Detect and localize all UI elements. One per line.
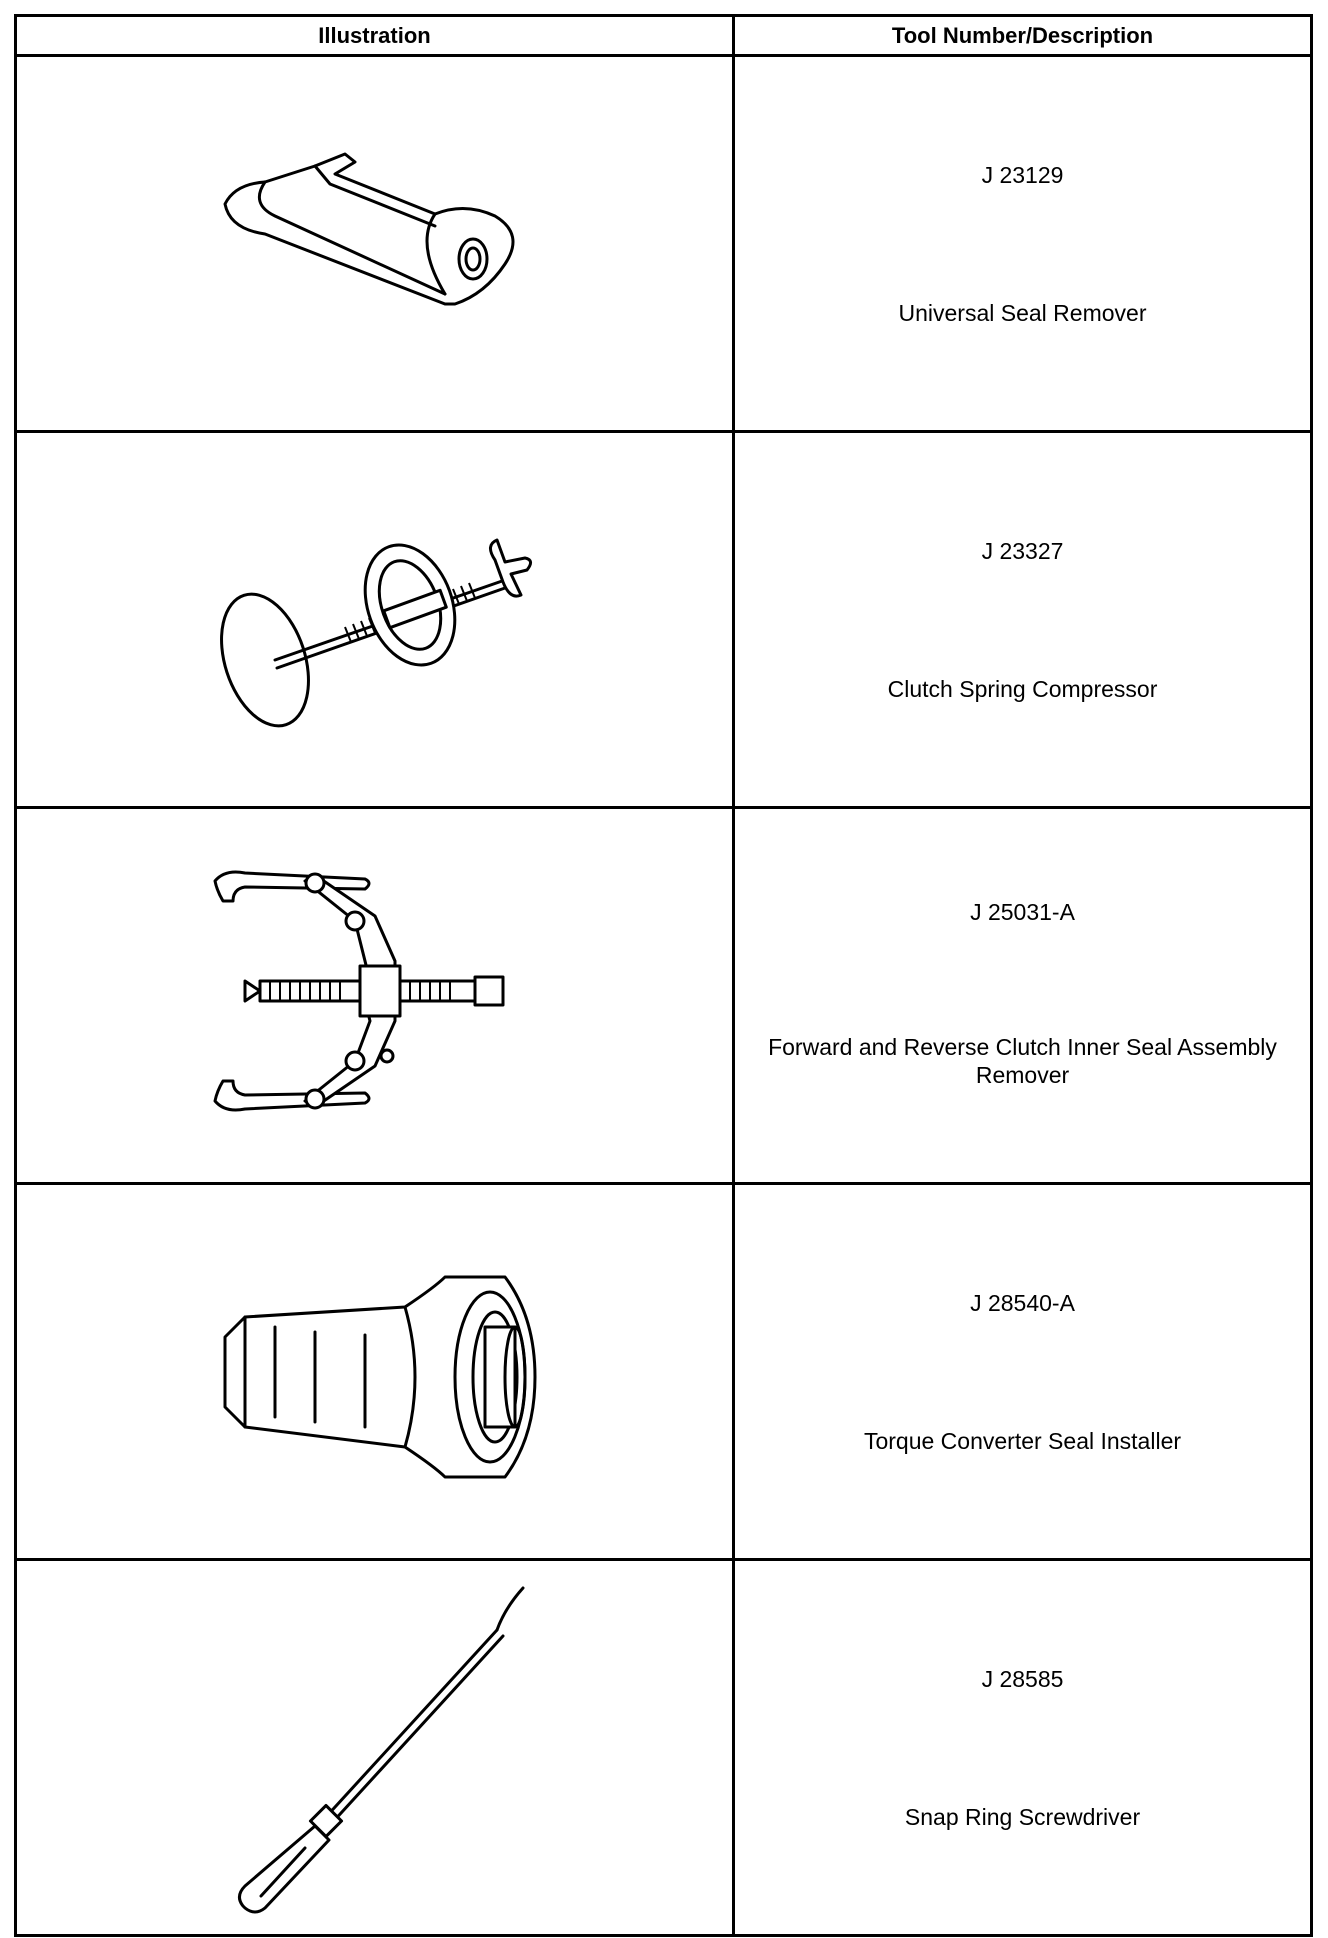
tool-number: J 23327: [981, 538, 1064, 564]
illustration-cell: [16, 808, 734, 1184]
table-row: [16, 432, 1312, 808]
table-row: [16, 1560, 1312, 1936]
tool-number: J 23129: [981, 162, 1064, 188]
table-row: [16, 1184, 1312, 1560]
tool-number: J 25031-A: [970, 899, 1075, 925]
tool-table: [14, 14, 1313, 1937]
tool-number: J 28540-A: [970, 1290, 1075, 1316]
seal-remover-illustration: [205, 144, 545, 344]
table-row: [16, 56, 1312, 432]
header-illustration: Illustration: [16, 16, 734, 56]
tool-number: J 28585: [981, 1666, 1064, 1692]
tool-info-cell: [734, 1560, 1312, 1936]
illustration-cell: [16, 56, 734, 432]
header-row: [16, 16, 1312, 56]
illustration-cell: [16, 432, 734, 808]
clutch-spring-compressor-illustration: [205, 500, 545, 740]
table-row: [16, 808, 1312, 1184]
screwdriver-illustration: [205, 1578, 545, 1918]
illustration-cell: [16, 1560, 734, 1936]
tool-info-cell: [734, 808, 1312, 1184]
tool-info-cell: [734, 432, 1312, 808]
tool-description: Universal Seal Remover: [898, 300, 1147, 326]
header-tool-number-description: Tool Number/Description: [734, 16, 1312, 56]
seal-installer-illustration: [205, 1257, 545, 1487]
tool-description: Torque Converter Seal Installer: [863, 1428, 1182, 1454]
illustration-cell: [16, 1184, 734, 1560]
tool-info-cell: [734, 1184, 1312, 1560]
tool-description: Snap Ring Screwdriver: [904, 1804, 1141, 1830]
tool-description: Forward and Reverse Clutch Inner Seal Assembly Remover: [768, 1034, 1277, 1088]
seal-assembly-remover-illustration: [205, 861, 545, 1131]
tool-info-cell: [734, 56, 1312, 432]
tool-description: Clutch Spring Compressor: [887, 676, 1158, 702]
